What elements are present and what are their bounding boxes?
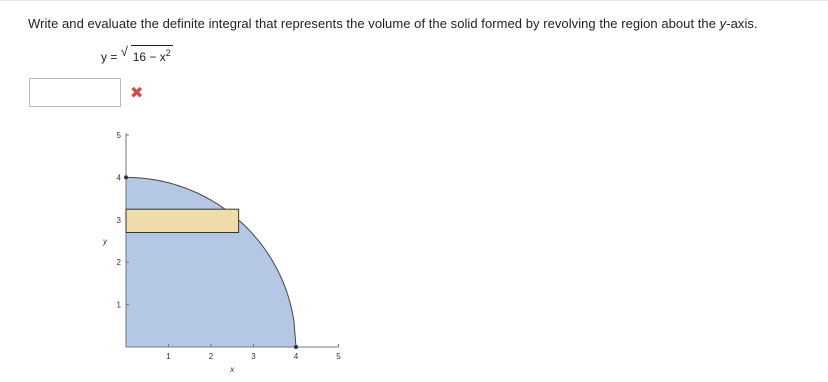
y-tick-label: 2	[116, 258, 121, 268]
y-tick-label: 1	[116, 300, 121, 310]
radicand-text: 16 − x	[132, 50, 166, 64]
y-axis-label: y	[103, 237, 107, 246]
question-axis-var: y	[719, 16, 727, 31]
incorrect-icon: ✖	[130, 83, 144, 102]
y-tick-label: 4	[116, 173, 121, 183]
representative-rectangle	[126, 209, 239, 232]
y-tick-label: 3	[116, 215, 121, 225]
x-tick-label: 1	[166, 352, 171, 361]
x-tick-label: 3	[251, 352, 256, 361]
radical-sign-icon: √	[120, 44, 128, 59]
shaded-region	[126, 177, 296, 347]
x-tick-label: 2	[208, 352, 214, 361]
curve-endpoint-marker	[124, 175, 128, 179]
radicand-exponent: 2	[165, 48, 171, 58]
question-text-after: -axis.	[726, 16, 758, 31]
question-text-before: Write and evaluate the definite integral that represents the volume of the solid formed by revolving the region about the	[28, 16, 720, 31]
curve-endpoint-marker	[294, 345, 298, 349]
x-tick-label: 4	[293, 352, 299, 361]
equation-lhs: y =	[101, 50, 118, 64]
y-tick-label: 5	[116, 131, 121, 140]
x-tick-label: 5	[336, 352, 341, 361]
x-axis-label: x	[230, 365, 235, 374]
